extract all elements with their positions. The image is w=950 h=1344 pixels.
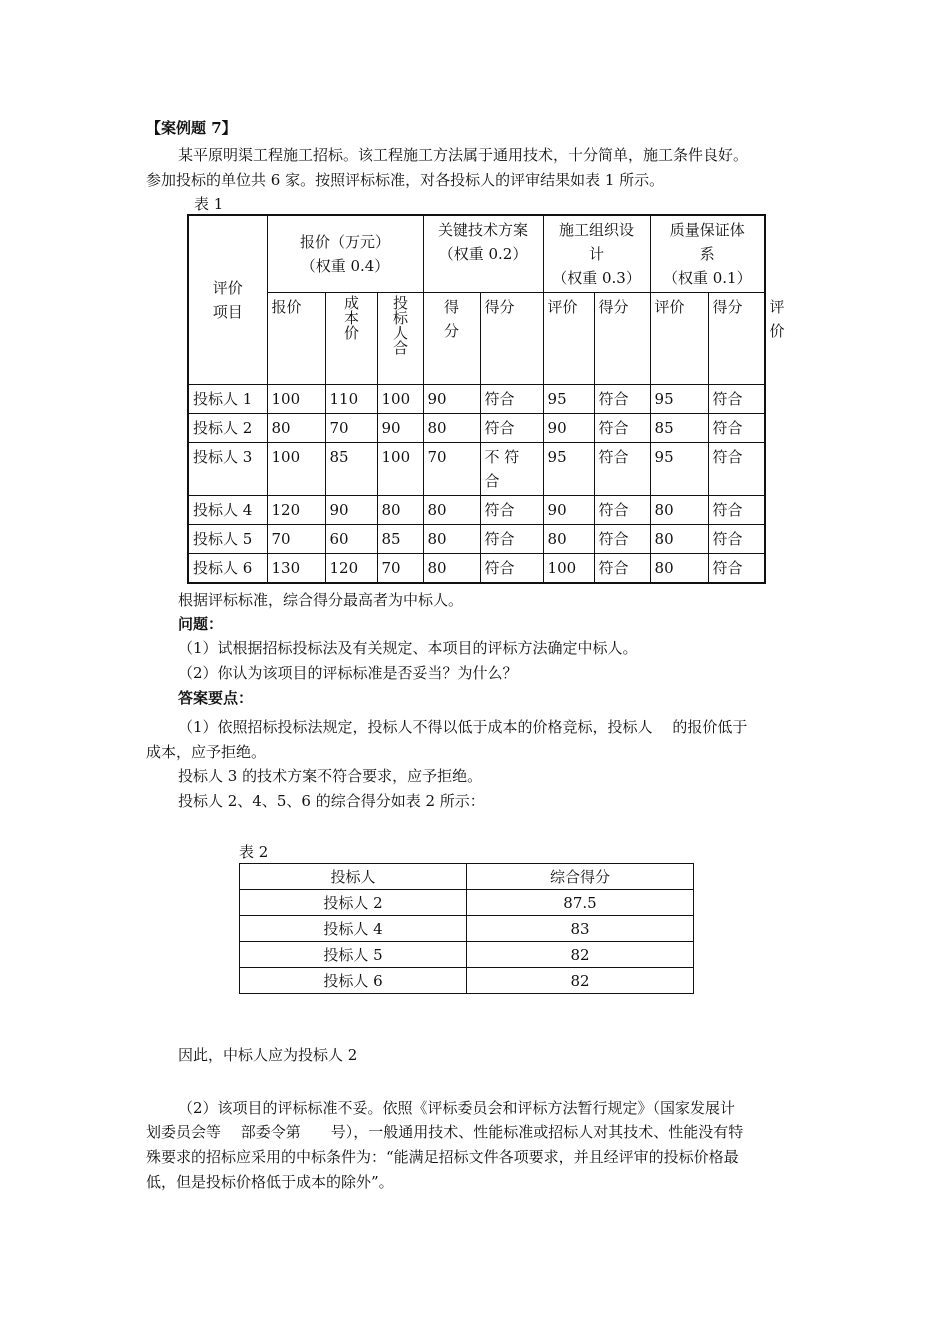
cell: 符合 — [480, 385, 543, 414]
cell: 符合 — [708, 414, 765, 443]
group-quality-name: 质量保证体系 — [669, 221, 745, 263]
intro-line-1: 某平原明渠工程施工招标。该工程施工方法属于通用技术，十分简单，施工条件良好。 — [178, 146, 749, 164]
cell: 80 — [423, 496, 480, 525]
group-tech-name: 关键技术方案 — [438, 221, 529, 239]
group-quality — [650, 215, 765, 293]
cell: 100 — [267, 385, 325, 414]
cell: 80 — [423, 414, 480, 443]
row-header-label: 评价项目 — [212, 279, 243, 321]
cell: 符合 — [708, 525, 765, 554]
bidder-score: 87.5 — [467, 890, 694, 916]
sub-quality-score: 得分 — [708, 293, 765, 385]
bidder-name: 投标人 5 — [188, 525, 267, 554]
answer-1-line-4: 投标人 2、4、5、6 的综合得分如表 2 所示： — [178, 792, 485, 810]
sub-org-eval: 评价 — [650, 293, 708, 385]
cell: 85 — [325, 443, 377, 496]
cell: 80 — [267, 414, 325, 443]
cell: 符合 — [594, 525, 650, 554]
question-1: （1）试根据招标投标法及有关规定、本项目的评标方法确定中标人。 — [178, 639, 638, 657]
group-price — [267, 215, 423, 293]
cell: 90 — [423, 385, 480, 414]
cell: 符合 — [594, 414, 650, 443]
cell: 100 — [377, 443, 423, 496]
answer-1-line-1: （1）依照招标投标法规定，投标人不得以低于成本的价格竞标，投标人 的报价低于 — [178, 718, 748, 736]
bidder-name: 投标人 4 — [188, 496, 267, 525]
sub-org-score: 得分 — [594, 293, 650, 385]
cell: 符合 — [594, 554, 650, 584]
cell: 90 — [377, 414, 423, 443]
group-tech — [423, 215, 543, 293]
cell: 符合 — [708, 554, 765, 584]
cell: 符合 — [480, 554, 543, 584]
bidder-name: 投标人 2 — [188, 414, 267, 443]
sub-score — [423, 293, 480, 385]
answer-1-line-2: 成本，应予拒绝。 — [146, 743, 267, 761]
cell: 110 — [325, 385, 377, 414]
score-table — [239, 863, 694, 994]
cell: 符合 — [480, 496, 543, 525]
cell: 90 — [325, 496, 377, 525]
sub-tech-eval: 评价 — [543, 293, 594, 385]
bidder-name: 投标人 4 — [240, 916, 467, 942]
sub-tech-score: 得分 — [480, 293, 543, 385]
cell: 95 — [650, 443, 708, 496]
cell: 80 — [650, 554, 708, 584]
answer-2-line-4: 低，但是投标价格低于成本的除外”。 — [146, 1173, 394, 1191]
table2-caption: 表 2 — [239, 843, 269, 861]
evaluation-table: 评价项目 报价（万元） （权重 0.4） 关键技术方案 （权重 0.2） 施工组织设计 （权重 0.3） 质量保证体系 （权重 0.1） 报价 成本价 投标人合 得分 得分 评价 得分 评价 得分 评价 投标人 1 100 110 100 90 符合 95 符合 95 符合 投标人 2 80 70 90 80 符合 90 符合 85 符合 投标人 3 100 85 100 70 不 符 合 95 符合 95 符合 投标人 4 120 90 80 80 符合 90 符合 80 符合 投标人 5 70 60 85 80 符合 80 符合 80 符合 投标人 6 130 120 70 80 符合 100 符合 80 符合 — [187, 214, 766, 584]
bidder-name: 投标人 6 — [188, 554, 267, 584]
after-table1-text: 根据评标标准，综合得分最高者为中标人。 — [178, 591, 464, 609]
bidder-name: 投标人 5 — [240, 942, 467, 968]
header-bidder: 投标人 — [240, 864, 467, 890]
table-row — [188, 525, 765, 554]
group-org-name: 施工组织设计 — [559, 221, 635, 263]
cell: 85 — [650, 414, 708, 443]
bidder-name: 投标人 2 — [240, 890, 467, 916]
intro-line-2: 参加投标的单位共 6 家。按照评标标准，对各投标人的评审结果如表 1 所示。 — [146, 171, 665, 189]
bidder-score: 82 — [467, 968, 694, 994]
group-price-name: 报价（万元） — [300, 233, 391, 251]
table-row — [240, 942, 694, 968]
table-row — [188, 414, 765, 443]
cell: 95 — [543, 443, 594, 496]
cell: 符合 — [480, 414, 543, 443]
cell: 95 — [543, 385, 594, 414]
cell: 符合 — [480, 525, 543, 554]
table-row — [240, 968, 694, 994]
questions-label: 问题： — [178, 615, 224, 633]
cell: 120 — [267, 496, 325, 525]
bidder-score: 83 — [467, 916, 694, 942]
cell: 70 — [267, 525, 325, 554]
group-org — [543, 215, 650, 293]
bidder-name: 投标人 3 — [188, 443, 267, 496]
sub-score-text: 得分 — [444, 298, 460, 340]
conclusion: 因此，中标人应为投标人 2 — [178, 1046, 358, 1064]
cell: 60 — [325, 525, 377, 554]
cell: 80 — [650, 525, 708, 554]
bidder-score: 82 — [467, 942, 694, 968]
cell: 90 — [543, 414, 594, 443]
group-quality-weight: （权重 0.1） — [662, 269, 752, 287]
cell: 80 — [423, 525, 480, 554]
group-price-weight: （权重 0.4） — [300, 257, 390, 275]
question-2: （2）你认为该项目的评标标准是否妥当？为什么？ — [178, 664, 518, 682]
table-row — [188, 443, 765, 496]
cell: 120 — [325, 554, 377, 584]
answer-2-line-1: （2）该项目的评标标准不妥。依照《评标委员会和评标方法暂行规定》（国家发展计 — [178, 1099, 736, 1117]
cell: 符合 — [708, 496, 765, 525]
group-org-weight: （权重 0.3） — [552, 269, 641, 287]
cell: 符合 — [594, 496, 650, 525]
table-row — [188, 385, 765, 414]
case-title: 【案例题 7】 — [146, 119, 237, 137]
cell: 130 — [267, 554, 325, 584]
cell: 80 — [650, 496, 708, 525]
table-header-row — [240, 864, 694, 890]
group-tech-weight: （权重 0.2） — [438, 245, 528, 263]
answer-1-line-3: 投标人 3 的技术方案不符合要求，应予拒绝。 — [178, 767, 483, 785]
cell: 符合 — [708, 443, 765, 496]
cell: 70 — [423, 443, 480, 496]
header-score: 综合得分 — [467, 864, 694, 890]
sub-quote: 报价 — [267, 293, 325, 385]
cell: 符合 — [594, 443, 650, 496]
cell: 100 — [377, 385, 423, 414]
table-row — [240, 916, 694, 942]
cell: 不 符 合 — [480, 443, 543, 496]
sub-cost — [325, 293, 377, 385]
cell: 90 — [543, 496, 594, 525]
bidder-name: 投标人 1 — [188, 385, 267, 414]
cell: 100 — [267, 443, 325, 496]
table-row — [188, 496, 765, 525]
cell: 符合 — [594, 385, 650, 414]
bidder-name: 投标人 6 — [240, 968, 467, 994]
table-row — [188, 554, 765, 584]
cell: 95 — [650, 385, 708, 414]
row-header-cell — [188, 215, 267, 385]
sub-cost-text: 成本价 — [342, 295, 360, 340]
cell: 85 — [377, 525, 423, 554]
sub-bidder-text: 投标人合 — [391, 295, 409, 355]
cell: 70 — [325, 414, 377, 443]
table1-caption: 表 1 — [194, 195, 224, 213]
cell: 100 — [543, 554, 594, 584]
cell: 80 — [543, 525, 594, 554]
cell: 80 — [423, 554, 480, 584]
answer-2-line-3: 殊要求的招标应采用的中标条件为：“能满足招标文件各项要求，并且经评审的投标价格最 — [146, 1148, 739, 1166]
answer-label: 答案要点： — [178, 689, 254, 707]
cell: 符合 — [708, 385, 765, 414]
cell: 70 — [377, 554, 423, 584]
cell: 80 — [377, 496, 423, 525]
table-row — [240, 890, 694, 916]
answer-2-line-2: 划委员会等 部委令第 号），一般通用技术、性能标准或招标人对其技术、性能没有特 — [146, 1123, 744, 1141]
sub-bidder — [377, 293, 423, 385]
